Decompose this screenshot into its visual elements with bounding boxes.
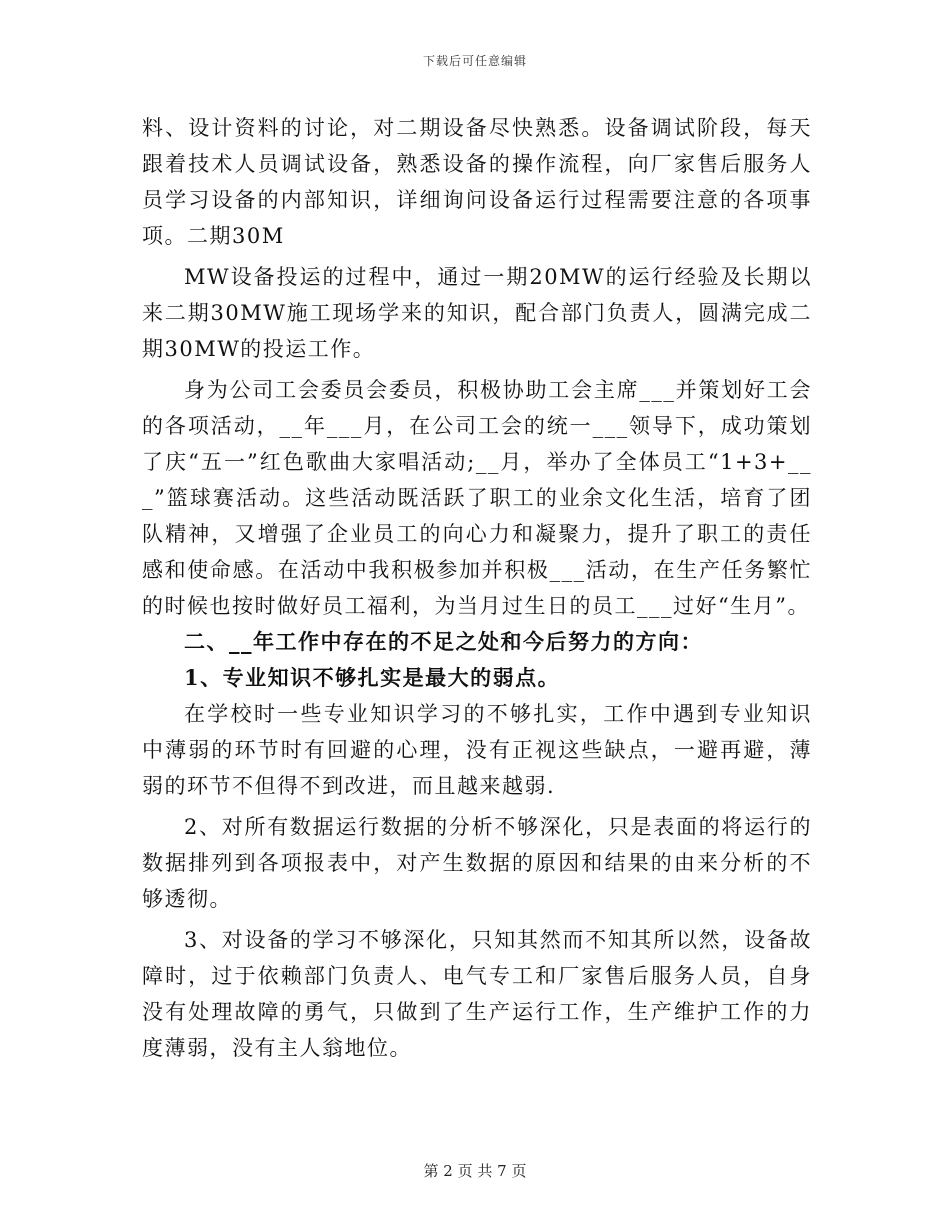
paragraph-union-activities: 身为公司工会委员会委员，积极协助工会主席___并策划好工会的各项活动，__年___月，在公司工会的统一___领导下，成功策划了庆“五一”红色歌曲大家唱活动;__月，举办了全体员工“1+3+___”篮球赛活动。这些活动既活跃了职工的业余文化生活，培育了团队精神，又增强了企业员工的向心力和凝聚力，提升了职工的责任感和使命感。在活动中我积极参加并积极___活动，在生产任务繁忙的时候也按时做好员工福利，为当月过生日的员工___过好“生月”。 (142, 378, 812, 618)
page-header: 下载后可任意编辑 (422, 54, 527, 68)
paragraph-data-analysis: 2、对所有数据运行数据的分析不够深化，只是表面的将运行的数据排列到各项报表中，对产生数据的原因和结果的由来分析的不够透彻。 (142, 815, 812, 911)
paragraph-equipment-study: 3、对设备的学习不够深化，只知其然而不知其所以然，设备故障时，过于依赖部门负责人、电气专工和厂家售后服务人员，自身没有处理故障的勇气，只做到了生产运行工作，生产维护工作的力度薄弱，没有主人翁地位。 (142, 928, 812, 1060)
subheading-professional-knowledge: 1、专业知识不够扎实是最大的弱点。 (184, 665, 561, 690)
paragraph-continued: 料、设计资料的讨论，对二期设备尽快熟悉。设备调试阶段，每天跟着技术人员调试设备，熟悉设备的操作流程，向厂家售后服务人员学习设备的内部知识，详细询问设备运行过程需要注意的各项事项。二期30M (142, 116, 812, 248)
section-heading-shortcomings: 二、__年工作中存在的不足之处和今后努力的方向： (184, 629, 703, 654)
document-body (142, 110, 812, 1066)
paragraph-knowledge-weakness: 在学校时一些专业知识学习的不够扎实，工作中遇到专业知识中薄弱的环节时有回避的心理，没有正视这些缺点，一避再避，薄弱的环节不但得不到改进，而且越来越弱. (142, 702, 812, 798)
page-number-footer: 第 2 页 共 7 页 (423, 1162, 527, 1180)
paragraph-equipment-commissioning: MW设备投运的过程中，通过一期20MW的运行经验及长期以来二期30MW施工现场学来的知识，配合部门负责人，圆满完成二期30MW的投运工作。 (142, 265, 812, 361)
